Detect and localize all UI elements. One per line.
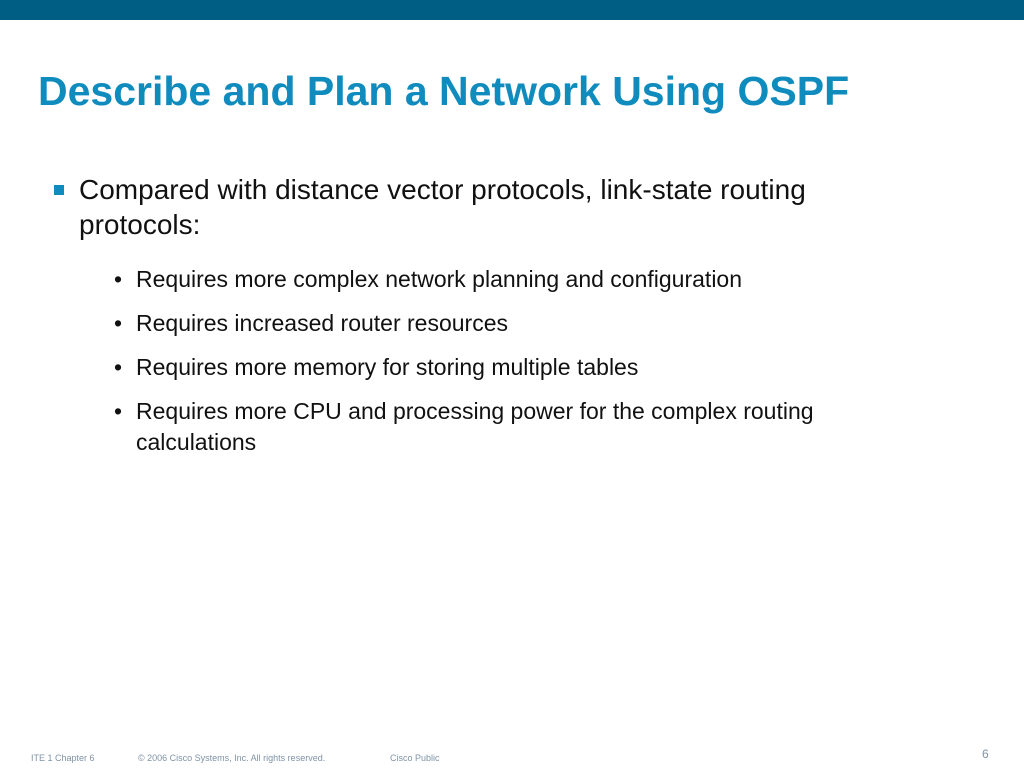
main-bullet (54, 172, 894, 242)
top-banner-bar (0, 0, 1024, 20)
sub-bullet-item (114, 264, 914, 295)
round-bullet-icon: • (114, 310, 123, 336)
square-bullet-icon (54, 185, 64, 195)
footer-classification: Cisco Public (390, 753, 440, 763)
round-bullet-icon: • (114, 266, 123, 292)
sub-bullet-text: Requires more memory for storing multiple tables (136, 354, 639, 380)
round-bullet-icon: • (114, 398, 123, 424)
page-number: 6 (982, 747, 989, 761)
sub-bullet-item (114, 352, 914, 383)
sub-bullet-text: Requires increased router resources (136, 310, 509, 336)
sub-bullet-item (114, 396, 914, 458)
footer-copyright: © 2006 Cisco Systems, Inc. All rights reserved. (138, 753, 326, 763)
sub-bullet-item (114, 308, 914, 339)
sub-bullet-list (114, 264, 914, 471)
main-bullet-text: Compared with distance vector protocols, link-state routing protocols: (79, 174, 806, 240)
round-bullet-icon: • (114, 354, 123, 380)
sub-bullet-text: Requires more complex network planning and configuration (136, 266, 743, 292)
footer-course: ITE 1 Chapter 6 (31, 753, 95, 763)
slide-title: Describe and Plan a Network Using OSPF (38, 68, 850, 114)
sub-bullet-text: Requires more CPU and processing power for the complex routing calculations (136, 398, 814, 455)
